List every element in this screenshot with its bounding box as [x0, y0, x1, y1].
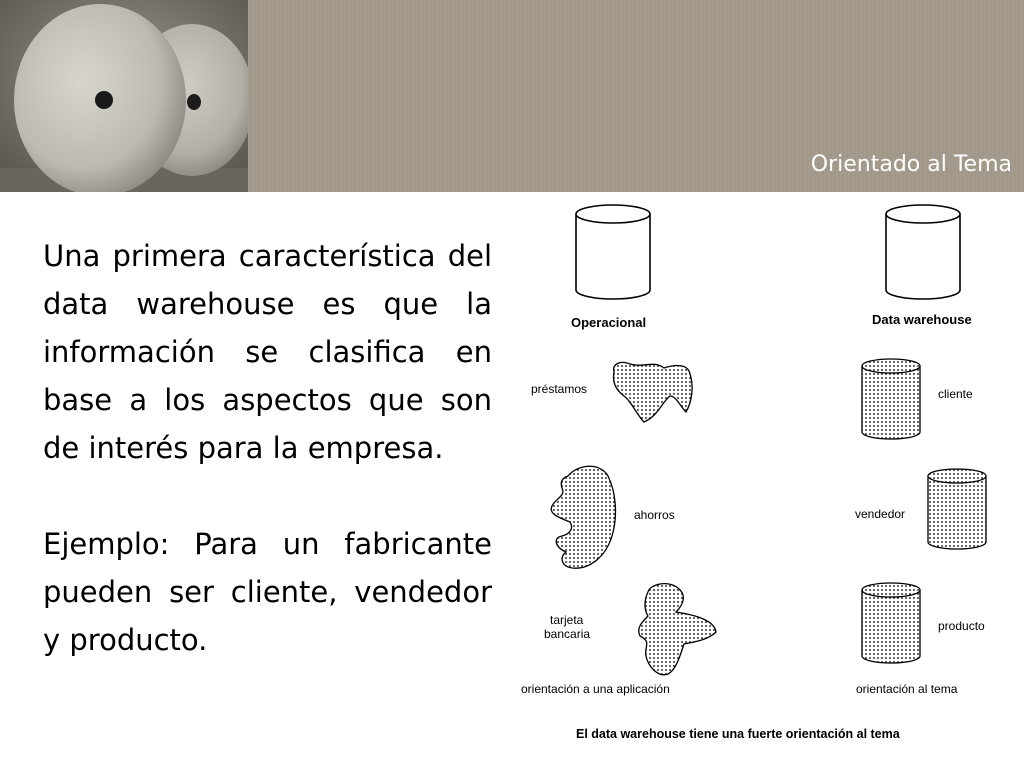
tarjeta-bancaria-blob-icon — [639, 584, 716, 675]
slide-title: Orientado al Tema — [810, 152, 1012, 177]
paragraph-definition: Una primera característica del data warehouse es que la información se clasifica en base a los aspectos que son de interés para la empresa. — [43, 239, 492, 465]
producto-database-icon — [862, 583, 920, 663]
ahorros-label: ahorros — [634, 508, 675, 522]
data-warehouse-database-icon — [886, 205, 960, 299]
cliente-label: cliente — [938, 387, 973, 401]
body-text — [43, 232, 492, 664]
header-banner — [0, 0, 1024, 192]
vendedor-database-icon — [928, 469, 986, 549]
ahorros-blob-icon — [551, 466, 615, 568]
vendedor-label: vendedor — [855, 507, 906, 521]
prestamos-blob-icon — [613, 362, 692, 422]
data-warehouse-label: Data warehouse — [872, 312, 972, 327]
cliente-database-icon — [862, 359, 920, 439]
tarjeta-label-line1: tarjeta — [550, 613, 584, 627]
diagram-caption: El data warehouse tiene una fuerte orientación al tema — [576, 727, 900, 741]
operacional-label: Operacional — [571, 315, 647, 330]
application-orientation-caption: orientación a una aplicación — [521, 682, 670, 696]
producto-label: producto — [938, 619, 985, 633]
paragraph-example: Ejemplo: Para un fabricante pueden ser cliente, vendedor y producto. — [43, 527, 492, 657]
orientation-diagram — [508, 196, 1024, 756]
prestamos-label: préstamos — [531, 382, 588, 396]
operacional-database-icon — [576, 205, 650, 299]
subject-orientation-caption: orientación al tema — [856, 682, 958, 696]
stone-discs-photo — [0, 0, 248, 192]
tarjeta-label-line2: bancaria — [544, 627, 591, 641]
